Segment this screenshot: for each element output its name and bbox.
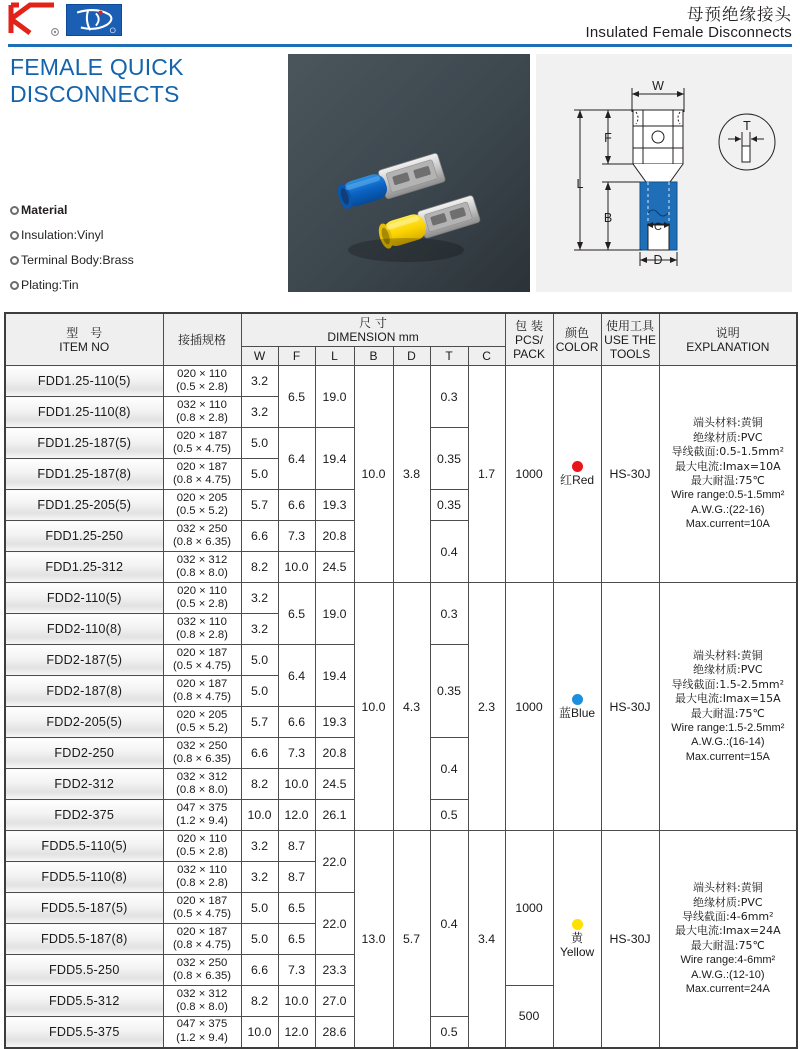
cell-tool: HS-30J xyxy=(601,831,659,1048)
page-title-line2: DISCONNECTS xyxy=(10,81,180,107)
cell-item-no: FDD1.25-312 xyxy=(5,552,163,583)
cell-tool: HS-30J xyxy=(601,366,659,583)
cell-l: 20.8 xyxy=(315,738,354,769)
cell-item-no: FDD2-250 xyxy=(5,738,163,769)
th-plug-spec: 接插规格 xyxy=(163,313,241,366)
kt-logo-icon xyxy=(8,2,60,38)
cell-plug-spec: 020 × 187 (0.5 × 4.75) xyxy=(163,893,241,924)
header-title-cn: 母预绝缘接头 xyxy=(687,5,792,24)
spec-label: Terminal Body:Brass xyxy=(21,253,134,267)
spec-item-insulation xyxy=(10,223,134,248)
cell-item-no: FDD5.5-250 xyxy=(5,955,163,986)
th-dim-t: T xyxy=(430,347,468,366)
th-item-no xyxy=(5,313,163,366)
th-item-no-en: ITEM NO xyxy=(59,339,110,354)
cell-item-no: FDD5.5-375 xyxy=(5,1017,163,1048)
th-color xyxy=(553,313,601,366)
th-tools-en1: USE THE xyxy=(604,332,656,347)
cell-c: 2.3 xyxy=(468,583,505,831)
th-explanation-cn: 说明 xyxy=(715,325,740,340)
page-header xyxy=(0,0,800,48)
cell-f: 10.0 xyxy=(278,769,315,800)
cell-plug-spec: 032 × 110 (0.8 × 2.8) xyxy=(163,862,241,893)
cell-plug-spec: 032 × 250 (0.8 × 6.35) xyxy=(163,521,241,552)
th-dimension-en: DIMENSION mm xyxy=(327,330,419,344)
th-pack xyxy=(505,313,553,366)
cell-c: 3.4 xyxy=(468,831,505,1048)
color-dot-icon xyxy=(572,919,583,930)
cell-item-no: FDD2-110(8) xyxy=(5,614,163,645)
cell-t: 0.4 xyxy=(430,831,468,1017)
bullet-circle-icon xyxy=(10,231,19,240)
th-pack-en1: PCS/ xyxy=(515,332,544,347)
bullet-circle-icon xyxy=(10,281,19,290)
product-photo-illustration xyxy=(288,54,530,292)
cell-w: 3.2 xyxy=(241,366,278,397)
cell-item-no: FDD2-312 xyxy=(5,769,163,800)
th-tools-cn: 使用工具 xyxy=(606,318,655,333)
cell-l: 19.0 xyxy=(315,366,354,428)
diagram-label-C: C xyxy=(654,221,662,233)
cell-w: 8.2 xyxy=(241,769,278,800)
diagram-label-F: F xyxy=(604,131,612,145)
cell-l: 27.0 xyxy=(315,986,354,1017)
cell-b: 10.0 xyxy=(354,366,393,583)
cell-w: 5.7 xyxy=(241,490,278,521)
cell-w: 5.0 xyxy=(241,428,278,459)
cell-f: 10.0 xyxy=(278,986,315,1017)
th-dim-c: C xyxy=(468,347,505,366)
hero-text-panel xyxy=(8,50,278,298)
cell-w: 6.6 xyxy=(241,521,278,552)
spec-item-material xyxy=(10,198,134,223)
cell-item-no: FDD5.5-187(5) xyxy=(5,893,163,924)
cell-explanation: 端头材料:黄铜 绝缘材质:PVC 导线截面:1.5-2.5mm² 最大电流:Imax=15A 最大耐温:75℃ Wire range:1.5-2.5mm² A.W.G.:(16-14) Max.current=15A xyxy=(659,583,797,831)
cell-plug-spec: 020 × 205 (0.5 × 5.2) xyxy=(163,707,241,738)
th-pack-en2: PACK xyxy=(513,346,545,361)
cell-item-no: FDD1.25-250 xyxy=(5,521,163,552)
th-dim-d: D xyxy=(393,347,430,366)
cell-t: 0.5 xyxy=(430,1017,468,1048)
cell-l: 20.8 xyxy=(315,521,354,552)
cell-f: 6.6 xyxy=(278,707,315,738)
color-dot-icon xyxy=(572,694,583,705)
cell-l: 22.0 xyxy=(315,831,354,893)
cell-l: 23.3 xyxy=(315,955,354,986)
cell-f: 8.7 xyxy=(278,831,315,862)
cell-f: 6.5 xyxy=(278,893,315,924)
cell-plug-spec: 032 × 250 (0.8 × 6.35) xyxy=(163,738,241,769)
cell-f: 6.4 xyxy=(278,428,315,490)
table-header-row-1 xyxy=(5,313,797,347)
cell-plug-spec: 032 × 110 (0.8 × 2.8) xyxy=(163,397,241,428)
cell-f: 6.5 xyxy=(278,924,315,955)
cell-explanation: 端头材料:黄铜 绝缘材质:PVC 导线截面:0.5-1.5mm² 最大电流:Imax=10A 最大耐温:75℃ Wire range:0.5-1.5mm² A.W.G.:(22-16) Max.current=10A xyxy=(659,366,797,583)
th-dimension-group xyxy=(241,313,505,347)
cell-l: 24.5 xyxy=(315,552,354,583)
header-title-en: Insulated Female Disconnects xyxy=(585,24,792,41)
cell-plug-spec: 032 × 312 (0.8 × 8.0) xyxy=(163,552,241,583)
th-color-cn: 颜色 xyxy=(565,325,590,340)
specification-table xyxy=(4,312,798,1049)
cell-c: 1.7 xyxy=(468,366,505,583)
diagram-label-W: W xyxy=(652,79,664,93)
cell-t: 0.3 xyxy=(430,366,468,428)
dimension-diagram xyxy=(536,54,792,292)
cell-l: 22.0 xyxy=(315,893,354,955)
cell-w: 10.0 xyxy=(241,1017,278,1048)
cell-d: 4.3 xyxy=(393,583,430,831)
page-title xyxy=(10,54,278,108)
cell-d: 3.8 xyxy=(393,366,430,583)
th-item-no-cn: 型 号 xyxy=(66,325,103,340)
diagram-label-L: L xyxy=(576,177,584,191)
cell-t: 0.5 xyxy=(430,800,468,831)
cell-f: 6.6 xyxy=(278,490,315,521)
spec-label: Material xyxy=(21,203,68,217)
cell-item-no: FDD2-187(5) xyxy=(5,645,163,676)
cell-f: 12.0 xyxy=(278,1017,315,1048)
cell-f: 10.0 xyxy=(278,552,315,583)
cell-tool: HS-30J xyxy=(601,583,659,831)
th-dim-f: F xyxy=(278,347,315,366)
cell-plug-spec: 020 × 110 (0.5 × 2.8) xyxy=(163,583,241,614)
cell-w: 8.2 xyxy=(241,552,278,583)
cell-l: 24.5 xyxy=(315,769,354,800)
cell-w: 8.2 xyxy=(241,986,278,1017)
cell-w: 5.0 xyxy=(241,459,278,490)
cell-t: 0.35 xyxy=(430,428,468,490)
cell-w: 5.0 xyxy=(241,893,278,924)
th-explanation-en: EXPLANATION xyxy=(686,339,770,354)
cell-plug-spec: 020 × 187 (0.5 × 4.75) xyxy=(163,645,241,676)
specification-table-wrap xyxy=(4,312,796,1049)
cell-pack-secondary: 500 xyxy=(505,986,553,1048)
cell-plug-spec: 032 × 312 (0.8 × 8.0) xyxy=(163,986,241,1017)
cell-plug-spec: 032 × 110 (0.8 × 2.8) xyxy=(163,614,241,645)
material-spec-list xyxy=(10,198,134,298)
cell-w: 3.2 xyxy=(241,862,278,893)
th-tools-en2: TOOLS xyxy=(609,346,651,361)
cell-explanation: 端头材料:黄铜 绝缘材质:PVC 导线截面:4-6mm² 最大电流:Imax=24A 最大耐温:75℃ Wire range:4-6mm² A.W.G.:(12-10) Max.current=24A xyxy=(659,831,797,1048)
cell-plug-spec: 047 × 375 (1.2 × 9.4) xyxy=(163,800,241,831)
cell-f: 7.3 xyxy=(278,738,315,769)
cell-pack: 1000 xyxy=(505,366,553,583)
cell-f: 7.3 xyxy=(278,521,315,552)
cell-d: 5.7 xyxy=(393,831,430,1048)
cell-item-no: FDD5.5-110(8) xyxy=(5,862,163,893)
cell-t: 0.4 xyxy=(430,738,468,800)
th-explanation xyxy=(659,313,797,366)
hero-section xyxy=(0,50,800,298)
cell-w: 5.0 xyxy=(241,924,278,955)
cell-plug-spec: 020 × 110 (0.5 × 2.8) xyxy=(163,831,241,862)
table-row[interactable] xyxy=(5,583,797,614)
cell-b: 10.0 xyxy=(354,583,393,831)
th-tools xyxy=(601,313,659,366)
cell-plug-spec: 020 × 110 (0.5 × 2.8) xyxy=(163,366,241,397)
cell-plug-spec: 020 × 205 (0.5 × 5.2) xyxy=(163,490,241,521)
cell-l: 19.4 xyxy=(315,645,354,707)
cell-plug-spec: 032 × 250 (0.8 × 6.35) xyxy=(163,955,241,986)
th-dim-w: W xyxy=(241,347,278,366)
cell-item-no: FDD1.25-110(5) xyxy=(5,366,163,397)
cell-f: 8.7 xyxy=(278,862,315,893)
cell-pack: 1000 xyxy=(505,831,553,986)
th-color-en: COLOR xyxy=(555,339,599,354)
cell-pack: 1000 xyxy=(505,583,553,831)
page-title-line1: FEMALE QUICK xyxy=(10,54,184,80)
cell-plug-spec: 047 × 375 (1.2 × 9.4) xyxy=(163,1017,241,1048)
color-dot-icon xyxy=(572,461,583,472)
cell-t: 0.3 xyxy=(430,583,468,645)
cell-item-no: FDD5.5-187(8) xyxy=(5,924,163,955)
header-divider xyxy=(8,44,792,47)
cell-w: 6.6 xyxy=(241,955,278,986)
table-row[interactable] xyxy=(5,366,797,397)
cell-f: 12.0 xyxy=(278,800,315,831)
cell-l: 19.3 xyxy=(315,490,354,521)
cell-item-no: FDD2-375 xyxy=(5,800,163,831)
spec-item-plating xyxy=(10,273,134,298)
spec-label: Plating:Tin xyxy=(21,278,79,292)
product-photo xyxy=(288,54,530,292)
cell-plug-spec: 020 × 187 (0.8 × 4.75) xyxy=(163,676,241,707)
cell-plug-spec: 032 × 312 (0.8 × 8.0) xyxy=(163,769,241,800)
cell-item-no: FDD5.5-312 xyxy=(5,986,163,1017)
cell-item-no: FDD2-187(8) xyxy=(5,676,163,707)
th-dimension-cn: 尺 寸 xyxy=(359,316,387,330)
dimension-diagram-svg xyxy=(536,54,792,292)
th-dim-b: B xyxy=(354,347,393,366)
cell-w: 3.2 xyxy=(241,583,278,614)
cell-item-no: FDD1.25-187(8) xyxy=(5,459,163,490)
th-pack-cn: 包 装 xyxy=(515,318,543,333)
cell-w: 10.0 xyxy=(241,800,278,831)
cell-color: 红Red xyxy=(553,366,601,583)
cell-l: 28.6 xyxy=(315,1017,354,1048)
cell-item-no: FDD2-205(5) xyxy=(5,707,163,738)
cell-w: 3.2 xyxy=(241,614,278,645)
cell-f: 6.5 xyxy=(278,366,315,428)
cell-w: 3.2 xyxy=(241,397,278,428)
cell-w: 3.2 xyxy=(241,831,278,862)
cell-f: 6.5 xyxy=(278,583,315,645)
cell-l: 26.1 xyxy=(315,800,354,831)
cell-l: 19.0 xyxy=(315,583,354,645)
cell-l: 19.4 xyxy=(315,428,354,490)
cell-color: 蓝Blue xyxy=(553,583,601,831)
cell-l: 19.3 xyxy=(315,707,354,738)
company-badge-icon xyxy=(66,4,122,36)
bullet-circle-icon xyxy=(10,256,19,265)
table-body xyxy=(5,366,797,1048)
diagram-label-D: D xyxy=(653,253,663,267)
cell-b: 13.0 xyxy=(354,831,393,1048)
cell-f: 6.4 xyxy=(278,645,315,707)
cell-item-no: FDD2-110(5) xyxy=(5,583,163,614)
cell-t: 0.35 xyxy=(430,645,468,738)
spec-label: Insulation:Vinyl xyxy=(21,228,104,242)
diagram-label-B: B xyxy=(603,211,613,225)
cell-item-no: FDD5.5-110(5) xyxy=(5,831,163,862)
cell-w: 5.7 xyxy=(241,707,278,738)
cell-item-no: FDD1.25-110(8) xyxy=(5,397,163,428)
cell-plug-spec: 020 × 187 (0.5 × 4.75) xyxy=(163,428,241,459)
spec-item-terminal-body xyxy=(10,248,134,273)
cell-w: 5.0 xyxy=(241,676,278,707)
cell-t: 0.4 xyxy=(430,521,468,583)
diagram-label-T: T xyxy=(743,119,751,133)
th-dim-l: L xyxy=(315,347,354,366)
cell-item-no: FDD1.25-205(5) xyxy=(5,490,163,521)
cell-plug-spec: 020 × 187 (0.8 × 4.75) xyxy=(163,459,241,490)
cell-color: 黄 Yellow xyxy=(553,831,601,1048)
table-row[interactable] xyxy=(5,831,797,862)
cell-t: 0.35 xyxy=(430,490,468,521)
cell-w: 5.0 xyxy=(241,645,278,676)
bullet-circle-icon xyxy=(10,206,19,215)
cell-w: 6.6 xyxy=(241,738,278,769)
cell-plug-spec: 020 × 187 (0.8 × 4.75) xyxy=(163,924,241,955)
cell-item-no: FDD1.25-187(5) xyxy=(5,428,163,459)
cell-f: 7.3 xyxy=(278,955,315,986)
